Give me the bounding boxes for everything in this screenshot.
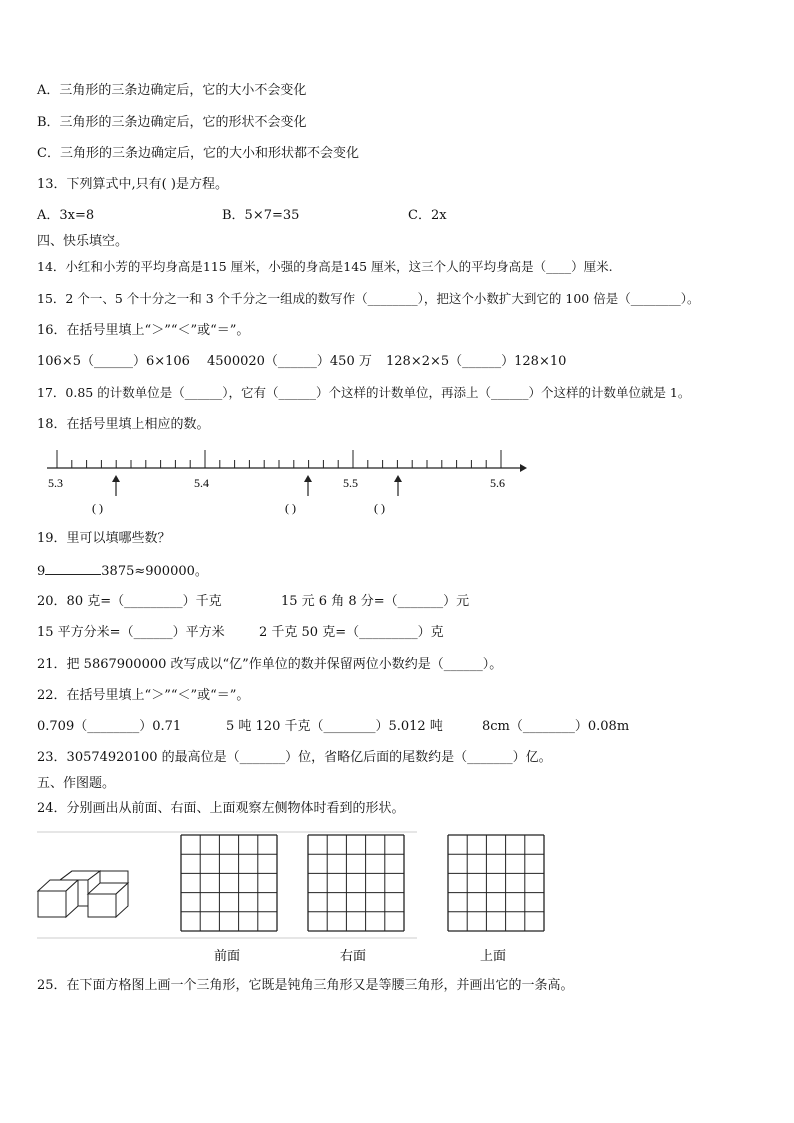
label-front: 前面 xyxy=(214,949,241,964)
q19-blank[interactable] xyxy=(45,562,101,575)
tick-label-5-3: 5.3 xyxy=(48,476,63,490)
tick-label-5-5: 5.5 xyxy=(343,476,358,490)
number-line-arrowhead xyxy=(520,464,527,472)
grid-top xyxy=(448,835,544,931)
q13-option-b: B．5×7=35 xyxy=(222,208,300,223)
tick-label-5-6: 5.6 xyxy=(490,476,505,490)
answer-bracket-2: ( ) xyxy=(285,501,296,515)
q13-stem: 13．下列算式中,只有( )是方程。 xyxy=(37,177,228,192)
grid-right xyxy=(308,835,404,931)
q22-part-c: 8cm（________）0.08m xyxy=(482,719,630,734)
q22-stem: 22．在括号里填上“＞”“＜”或“＝”。 xyxy=(37,688,250,703)
q13-option-a: A．3x=8 xyxy=(37,208,95,223)
q19-expr-prefix: 9 xyxy=(37,564,46,579)
label-top: 上面 xyxy=(480,949,507,964)
q14: 14．小红和小芳的平均身高是115 厘米，小强的身高是145 厘米，这三个人的平均身高是（____）厘米. xyxy=(37,259,613,274)
q25: 25．在下面方格图上画一个三角形，它既是钝角三角形又是等腰三角形，并画出它的一条高。 xyxy=(37,978,574,993)
q16-part-a: 106×5（______）6×106 xyxy=(37,354,190,369)
grid-front xyxy=(181,835,277,931)
q22-part-a: 0.709（________）0.71 xyxy=(37,719,182,734)
q24-figure xyxy=(0,828,794,970)
q20-part-b: 15 元 6 角 8 分=（_______）元 xyxy=(281,594,470,609)
arrow-marker-2 xyxy=(304,475,312,496)
answer-bracket-3: ( ) xyxy=(374,501,385,515)
label-right: 右面 xyxy=(340,949,367,964)
q15: 15．2 个一、5 个十分之一和 3 个千分之一组成的数写作（________），把这个小数扩大到它的 100 倍是（________）。 xyxy=(37,291,700,306)
answer-bracket-1: ( ) xyxy=(92,501,103,515)
q16-stem: 16．在括号里填上“＞”“＜”或“＝”。 xyxy=(37,323,250,338)
q20-part-a: 20．80 克=（_________）千克 xyxy=(37,594,222,609)
q20-part-d: 2 千克 50 克=（_________）克 xyxy=(259,625,444,640)
q21: 21．把 5867900000 改写成以“亿”作单位的数并保留两位小数约是（______）。 xyxy=(37,657,503,672)
q12-option-c: C．三角形的三条边确定后，它的大小和形状都不会变化 xyxy=(37,146,359,161)
arrow-marker-1 xyxy=(112,475,120,496)
q12-option-a: A．三角形的三条边确定后，它的大小不会变化 xyxy=(37,83,307,98)
section-5-heading: 五、作图题。 xyxy=(37,776,116,791)
number-line xyxy=(0,440,794,530)
q22-part-b: 5 吨 120 千克（________）5.012 吨 xyxy=(226,719,443,734)
q12-option-b: B．三角形的三条边确定后，它的形状不会变化 xyxy=(37,115,307,130)
q24-stem: 24．分别画出从前面、右面、上面观察左侧物体时看到的形状。 xyxy=(37,801,405,816)
q19-stem: 19．里可以填哪些数？ xyxy=(37,531,171,546)
q17: 17．0.85 的计数单位是（______），它有（______）个这样的计数单位，再添上（______）个这样的计数单位就是 1。 xyxy=(37,385,691,400)
q13-option-c: C．2x xyxy=(408,208,447,223)
section-4-heading: 四、快乐填空。 xyxy=(37,234,129,249)
block-object xyxy=(38,871,128,917)
q20-part-c: 15 平方分米=（______）平方米 xyxy=(37,625,225,640)
q16-part-b: 4500020（______）450 万 xyxy=(207,354,372,369)
number-line-ticks xyxy=(57,450,501,468)
tick-label-5-4: 5.4 xyxy=(194,476,209,490)
arrow-marker-3 xyxy=(394,475,402,496)
q19-expression xyxy=(37,562,208,581)
q18-stem: 18．在括号里填上相应的数。 xyxy=(37,417,210,432)
q16-part-c: 128×2×5（______）128×10 xyxy=(386,354,567,369)
q19-expr-suffix: 3875≈900000。 xyxy=(101,564,208,579)
q23: 23．30574920100 的最高位是（_______）位，省略亿后面的尾数约是（_______）亿。 xyxy=(37,750,552,765)
